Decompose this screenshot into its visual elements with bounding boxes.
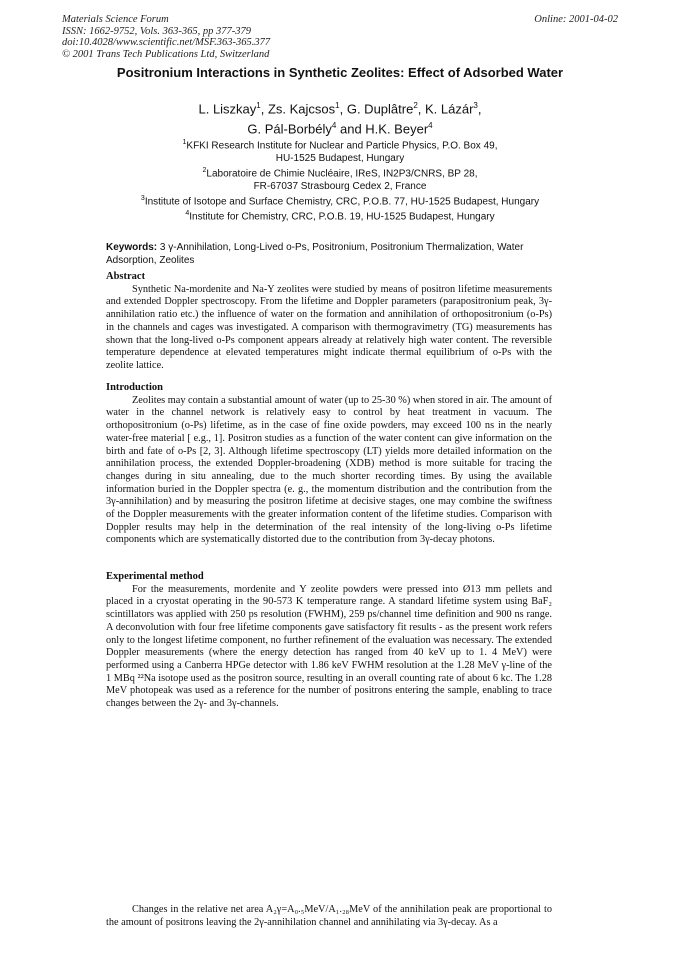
- issn-line: ISSN: 1662-9752, Vols. 363-365, pp 377-379: [62, 25, 251, 37]
- author-affil-mark: 3: [473, 101, 478, 110]
- affiliation-text: FR-67037 Strasbourg Cedex 2, France: [253, 180, 427, 192]
- experimental-section: [106, 571, 552, 711]
- author-affil-mark: 4: [428, 121, 433, 131]
- affiliation-4: [62, 208, 618, 224]
- affiliation-text: Laboratoire de Chimie Nucléaire, IReS, IN2P3/CNRS, BP 28,: [206, 168, 478, 180]
- copyright-line: © 2001 Trans Tech Publications Ltd, Switzerland: [62, 48, 270, 60]
- author: , G. Duplâtre: [339, 101, 414, 117]
- keywords: [106, 241, 576, 267]
- author-affil-mark: 1: [335, 101, 340, 110]
- author: , K. Lázár: [417, 101, 474, 117]
- affiliation-text: Institute of Isotope and Surface Chemistry, CRC, P.O.B. 77, HU-1525 Budapest, Hungary: [144, 196, 540, 208]
- introduction-heading: Introduction: [106, 382, 163, 393]
- affiliation-number: 4: [185, 210, 190, 217]
- author-separator: ,: [477, 101, 482, 117]
- author-affil-mark: 4: [331, 121, 337, 131]
- abstract-heading: Abstract: [106, 271, 146, 282]
- introduction-text: Zeolites may contain a substantial amount of water (up to 25-30 %) when stored in air. The amount of water in the channel network is relatively easy to control by heat treatment in vacuum. The orthopositronium (o-Ps) lifetime, as in the case of fine oxide powders, may exceed 100 ns in the nearly water-free material [ e.g., 1]. Positron studies as a function of the water content can give information on the birth and fate of o-Ps [2, 3]. Although lifetime spectroscopy (LT) yields more detailed information on the annihilation process, the extended Doppler-broadening (XDB) method is more suitable for tracing the changes during in situ annealing, due to the much shorter recording times. By using the available information buried in the Doppler spectra (e. g., the momentum distribution and the contribution from the 3γ-annihilation) and by measuring the positron lifetime at decisive stages, one may combine the swiftness of the Doppler measurements with the greater information content of the lifetime studies. Comparison with Doppler results may help in the determination of the real intensity of the long-living o-Ps lifetime components which are systematically distorted due to the contribution from 3γ-decay photons.: [106, 394, 552, 546]
- author-affil-mark: 2: [413, 101, 418, 110]
- author: and H.K. Beyer: [336, 121, 429, 137]
- paper-title: Positronium Interactions in Synthetic Zeolites: Effect of Adsorbed Water: [116, 65, 564, 80]
- experimental-heading: Experimental method: [106, 571, 204, 582]
- affiliation-text: KFKI Research Institute for Nuclear and Particle Physics, P.O. Box 49,: [186, 140, 498, 152]
- affiliation-2: [62, 165, 618, 193]
- doi-line: doi:10.4028/www.scientific.net/MSF.363-365.377: [62, 37, 271, 48]
- author-list: [62, 97, 618, 138]
- keywords-label: Keywords:: [106, 242, 158, 253]
- affiliation-number: 2: [202, 167, 207, 174]
- author-affil-mark: 1: [256, 101, 261, 110]
- journal-header: [62, 14, 618, 60]
- changes-paragraph: Changes in the relative net area A₂γ=A₀.₅MeV/A₁.₂₈MeV of the annihilation peak are proportional to the amount of positrons leaving the 2γ-annihilation channel and annihilating via 3γ-decay. As a: [106, 904, 552, 928]
- experimental-text: For the measurements, mordenite and Y zeolite powders were pressed into Ø13 mm pellets and placed in a cryostat operating in the 90-573 K temperature range. A standard lifetime system using BaF₂ scintillators was applied with 250 ps resolution (FWHM), 259 ps/channel time definition and 900 ns range. A deconvolution with four free lifetime components gave satisfactory fit results - as the present work refers only to the longest lifetime component, no further refinement of the evaluation was necessary. The extended Doppler measurements (where the energy detection has ranged from 40 keV up to 1. 4 MeV) were performed using a Canberra HPGe detector with 1.86 keV FWHM resolution at the 1.28 MeV γ-line of the 1 MBq ²²Na isotope used as the positron source, resulting in an overall counting rate of about 6 kc. The 1.28 MeV photopeak was used as a reference for the number of positrons entering the sample, enabling to trace changes between the 2γ- and 3γ-channels.: [106, 583, 552, 710]
- affiliation-number: 1: [182, 139, 187, 146]
- author: L. Liszkay: [198, 101, 257, 117]
- affiliation-3: [62, 193, 618, 209]
- introduction-section: [106, 382, 552, 547]
- affiliation-1: [62, 137, 618, 165]
- abstract-section: [106, 271, 552, 373]
- author: , Zs. Kajcsos: [260, 101, 336, 117]
- online-date: Online: 2001-04-02: [534, 14, 618, 25]
- journal-name: Materials Science Forum: [62, 14, 169, 25]
- affiliation-number: 3: [140, 195, 145, 202]
- author: G. Pál-Borbély: [247, 121, 332, 137]
- abstract-text: Synthetic Na-mordenite and Na-Y zeolites were studied by means of positron lifetime measurements and extended Doppler spectroscopy. From the lifetime and Doppler parameters (parapositronium peak, 3γ-annihilation ratio etc.) the influence of water on the formation and annihilation of orthopositronium (o-Ps) in the channels and cages was investigated. A comparison with thermogravimetry (TG) measurements has shown that the long-lived o-Ps component appears already at relatively high water content. The reversible temperature dependence at elevated temperatures might indicate thermal equilibrium of o-Ps with the zeolite lattice.: [106, 283, 552, 371]
- keywords-text: 3 γ-Annihilation, Long-Lived o-Ps, Positronium, Positronium Thermalization, Water Adsorption, Zeolites: [106, 242, 524, 266]
- affiliation-text: HU-1525 Budapest, Hungary: [275, 152, 405, 164]
- affiliation-text: Institute for Chemistry, CRC, P.O.B. 19, HU-1525 Budapest, Hungary: [189, 211, 495, 223]
